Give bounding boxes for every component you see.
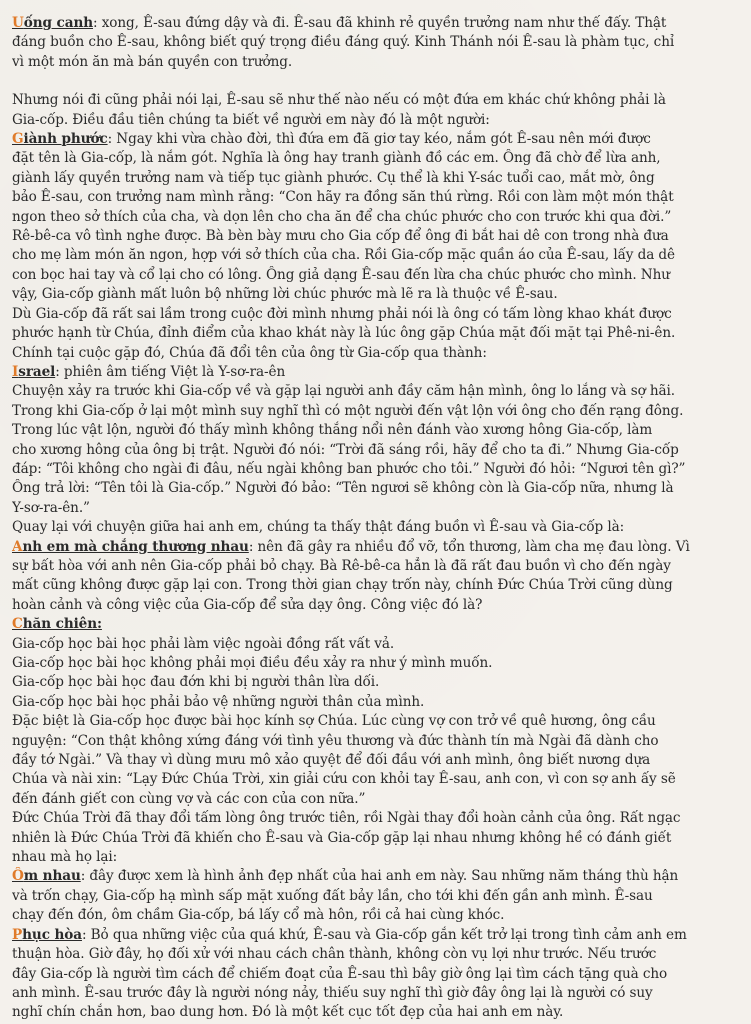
text-line: cho xương hông của ông bị trật. Người đó nói: “Trời đã sáng rồi, hãy để cho ta đi.” Nhưng Gia-cốp bbox=[12, 441, 679, 458]
keyword-colon: : bbox=[97, 616, 102, 633]
keyword-initial: P bbox=[12, 926, 23, 943]
keyword-gianh-phuoc bbox=[12, 131, 108, 147]
paragraph-phuc-hoa bbox=[12, 926, 739, 1023]
text-line: anh mình. Ê-sau trước đây là người nóng nảy, thiếu suy nghĩ thì giờ đây ông lại là người có suy bbox=[12, 984, 653, 1001]
text-line: Chính tại cuộc gặp đó, Chúa đã đổi tên của ông từ Gia-cốp qua thành: bbox=[12, 344, 487, 361]
text-line: đầy tớ Ngài.” Và thay vì dùng mưu mô xảo quyệt để đối đầu với anh mình, ông biết nương dựa bbox=[12, 752, 651, 769]
text-line bbox=[12, 615, 739, 634]
text-line: giành lấy quyền trưởng nam và tiếp tục giành phước. Cụ thể là khi Y-sác tuổi cao, mắt mờ, ông bbox=[12, 169, 655, 186]
keyword-text: : đây được xem là hình ảnh đẹp nhất của hai anh em này. Sau những năm tháng thù hận bbox=[80, 868, 679, 885]
keyword-text: : nên đã gây ra nhiều đổ vỡ, tổn thương, làm cha mẹ đau lòng. Vì bbox=[248, 538, 690, 555]
text-line: nhiên là Đức Chúa Trời đã khiến cho Ê-sau và Gia-cốp gặp lại nhau nhưng không hề có đánh giết bbox=[12, 829, 672, 846]
text-line: vì một món ăn mà bán quyền con trưởng. bbox=[12, 53, 293, 70]
keyword-initial: C bbox=[12, 616, 23, 633]
text-line: chạy đến đón, ôm chầm Gia-cốp, bá lấy cổ mà hôn, rồi cả hai cùng khóc. bbox=[12, 907, 505, 924]
text-line: Y-sơ-ra-ên.” bbox=[12, 499, 90, 516]
text-line bbox=[12, 926, 739, 945]
keyword-anh-em bbox=[12, 539, 249, 555]
text-line: Gia-cốp học bài học phải làm việc ngoài đồng rất vất vả. bbox=[12, 635, 395, 652]
text-line: thuận hòa. Giờ đây, họ đối xử với nhau cách chân thành, không còn vụ lợi như trước. Nếu trước bbox=[12, 946, 657, 963]
text-line: phước hạnh từ Chúa, đỉnh điểm của khao khát này là lúc ông gặp Chúa mặt đối mặt tại Phê-ni-ên. bbox=[12, 325, 676, 342]
text-line: nhau mà họ lại: bbox=[12, 849, 118, 866]
keyword-initial: U bbox=[12, 15, 24, 31]
keyword-israel bbox=[12, 364, 55, 380]
keyword-rest: hục hòa bbox=[22, 926, 82, 943]
keyword-phuc-hoa bbox=[12, 927, 82, 943]
text-line: Quay lại với chuyện giữa hai anh em, chúng ta thấy thật đáng buồn vì Ê-sau và Gia-cốp là: bbox=[12, 519, 625, 536]
keyword-rest: m nhau bbox=[23, 868, 81, 885]
text-line: Đặc biệt là Gia-cốp học được bài học kính sợ Chúa. Lúc cùng vợ con trở về quê hương, ông cầu bbox=[12, 713, 656, 730]
text-line: Gia-cốp. Điều đầu tiên chúng ta biết về người em này đó là một người: bbox=[12, 111, 490, 128]
text-line: nghĩ chín chắn hơn, bao dung hơn. Đó là một kết cục tốt đẹp của hai anh em này. bbox=[12, 1004, 564, 1021]
keyword-initial: A bbox=[12, 538, 23, 555]
text-line: Trong lúc vật lộn, người đó thấy mình không thắng nổi nên đánh vào xương hông Gia-cốp, làm bbox=[12, 422, 653, 439]
keyword-rest: nh em mà chẳng thương nhau bbox=[22, 538, 249, 555]
text-line: vậy, Gia-cốp giành mất luôn bộ những lời chúc phước mà lẽ ra là thuộc về Ê-sau. bbox=[12, 286, 558, 303]
text-line: ngon theo sở thích của cha, và dọn lên cho cha ăn để cha chúc phước cho con trước khi qua đời.” bbox=[12, 208, 672, 225]
text-line: Dù Gia-cốp đã rất sai lầm trong cuộc đời mình nhưng phải nói là ông có tấm lòng khao khát được bbox=[12, 305, 672, 322]
text-line: mất cũng không được gặp lại con. Trong thời gian chạy trốn này, chính Đức Chúa Trời cũng dùng bbox=[12, 577, 673, 594]
text-line bbox=[12, 363, 739, 382]
text-line: và trốn chạy, Gia-cốp hạ mình sấp mặt xuống đất bảy lần, cho tới khi đến gần anh mình. Ê-sau bbox=[12, 887, 653, 904]
text-line bbox=[12, 867, 739, 886]
text-line: đây Gia-cốp là người tìm cách để chiếm đoạt của Ê-sau thì bây giờ ông lại tìm cách tặng quà cho bbox=[12, 965, 668, 982]
text-line: đáp: “Tôi không cho ngài đi đâu, nếu ngài không ban phước cho tôi.” Người đó hỏi: “Ngươi tên gì?” bbox=[12, 460, 686, 477]
text-line: con bọc hai tay và cổ lại cho có lông. Ông giả dạng Ê-sau đến lừa cha chúc phước cho mình. Như bbox=[12, 266, 670, 283]
text-line: sự bất hòa với anh nên Gia-cốp phải bỏ chạy. Bà Rê-bê-ca hẳn là đã rất đau buồn vì cho đến ngày bbox=[12, 557, 671, 574]
keyword-om-nhau bbox=[12, 868, 81, 884]
text-line: hoàn cảnh và công việc của Gia-cốp để sửa dạy ông. Công việc đó là? bbox=[12, 596, 483, 613]
text-line: Đức Chúa Trời đã thay đổi tấm lòng ông trước tiên, rồi Ngài thay đổi hoàn cảnh của ông. Rất ngạc bbox=[12, 810, 681, 827]
text-line: Chúa và nài xin: “Lạy Đức Chúa Trời, xin giải cứu con khỏi tay Ê-sau, anh con, vì con sợ anh ấy sẽ bbox=[12, 771, 676, 788]
keyword-initial: I bbox=[12, 363, 19, 380]
text-line: Gia-cốp học bài học không phải mọi điều đều xảy ra như ý mình muốn. bbox=[12, 655, 493, 671]
text-line: đặt tên là Gia-cốp, là nắm gót. Nghĩa là ông hay tranh giành đồ các em. Ông đã chờ để lừa anh, bbox=[12, 150, 661, 167]
keyword-rest: iành phước bbox=[23, 131, 108, 148]
text-line: đến đánh giết con cùng vợ và các con của con nữa.” bbox=[12, 790, 366, 807]
keyword-rest: ống canh bbox=[23, 15, 94, 31]
text-line: nguyện: “Con thật không xứng đáng với tình yêu thương và đức thành tín mà Ngài đã dành cho bbox=[12, 732, 659, 749]
text-line: Rê-bê-ca vô tình nghe được. Bà bèn bày mưu cho Gia cốp để ông đi bắt hai dê con trong nhà đưa bbox=[12, 228, 669, 245]
text-line bbox=[12, 14, 739, 33]
text-line bbox=[12, 538, 739, 557]
keyword-text: : Bỏ qua những việc của quá khứ, Ê-sau và Gia-cốp gắn kết trở lại trong tình cảm anh em bbox=[81, 926, 687, 943]
text-line: Gia-cốp học bài học đau đớn khi bị người thân lừa dối. bbox=[12, 674, 380, 691]
text-line: Nhưng nói đi cũng phải nói lại, Ê-sau sẽ như thế nào nếu có một đứa em khác chứ không phải là bbox=[12, 92, 666, 109]
keyword-initial: G bbox=[12, 131, 24, 148]
keyword-text: : xong, Ê-sau đứng dậy và đi. Ê-sau đã khinh rẻ quyền trưởng nam như thế đấy. Thật bbox=[93, 15, 667, 31]
paragraph-intro bbox=[12, 91, 739, 130]
paragraph-anh-em bbox=[12, 538, 739, 616]
paragraph-israel bbox=[12, 363, 739, 538]
paragraph-gap bbox=[12, 72, 739, 91]
text-line bbox=[12, 130, 739, 149]
text-line: đáng buồn cho Ê-sau, không biết quý trọng điều đáng quý. Kinh Thánh nói Ê-sau là phàm tục, chỉ bbox=[12, 34, 675, 51]
keyword-initial: Ô bbox=[12, 868, 24, 885]
text-line: Trong khi Gia-cốp ở lại một mình suy nghĩ thì có một người đến vật lộn với ông cho đến rạng đông. bbox=[12, 402, 684, 419]
text-line: Gia-cốp học bài học phải bảo vệ những người thân của mình. bbox=[12, 693, 425, 710]
keyword-text: : Ngay khi vừa chào đời, thì đứa em đã giơ tay kéo, nắm gót Ê-sau nên mới được bbox=[107, 131, 651, 148]
keyword-text: : phiên âm tiếng Việt là Y-sơ-ra-ên bbox=[55, 363, 286, 380]
text-line: cho mẹ làm món ăn ngon, hợp với sở thích của cha. Rồi Gia-cốp mặc quần áo của Ê-sau, lấy da dê bbox=[12, 247, 675, 264]
keyword-rest: hăn chiên bbox=[22, 616, 97, 633]
paragraph-chan-chien bbox=[12, 615, 739, 867]
text-line: bảo Ê-sau, con trưởng nam mình rằng: “Con hãy ra đồng săn thú rừng. Rồi con làm một món thật bbox=[12, 189, 674, 206]
text-line: Chuyện xảy ra trước khi Gia-cốp về và gặp lại người anh đầy căm hận mình, ông lo lắng và sợ hãi. bbox=[12, 383, 676, 400]
paragraph-uong-canh bbox=[12, 14, 739, 72]
keyword-rest: srael bbox=[18, 363, 56, 380]
text-line: Ông trả lời: “Tên tôi là Gia-cốp.” Người đó bảo: “Tên ngươi sẽ không còn là Gia-cốp nữa, nhưng là bbox=[12, 480, 674, 497]
paragraph-om-nhau bbox=[12, 867, 739, 925]
keyword-uong-canh bbox=[12, 15, 93, 31]
keyword-chan-chien bbox=[12, 616, 102, 632]
paragraph-gianh-phuoc bbox=[12, 130, 739, 363]
